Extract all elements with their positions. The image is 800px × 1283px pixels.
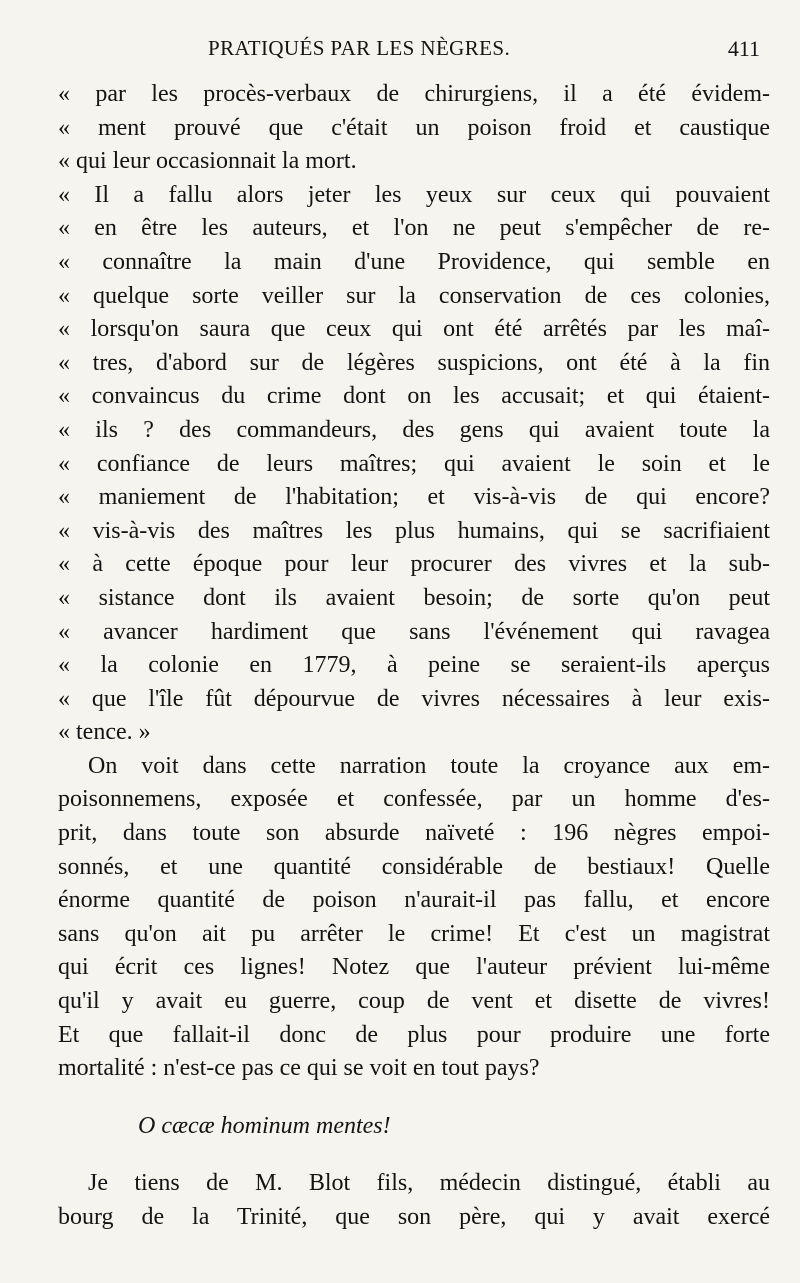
paragraph-gap xyxy=(58,1143,770,1167)
text-line: Je tiens de M. Blot fils, médecin distingué, établi au xyxy=(88,1170,770,1197)
text-line: Et que fallait-il donc de plus pour produire une forte xyxy=(58,1021,770,1048)
text-line: « tres, d'abord sur de légères suspicions, ont été à la fin xyxy=(58,349,770,376)
text-line: « lorsqu'on saura que ceux qui ont été arrêtés par les maî- xyxy=(58,316,770,343)
text-line: sonnés, et une quantité considérable de bestiaux! Quelle xyxy=(58,853,770,880)
paragraph-gap xyxy=(58,1086,770,1110)
text-line: On voit dans cette narration toute la croyance aux em- xyxy=(88,752,770,779)
page-header xyxy=(58,36,760,70)
text-line: « ment prouvé que c'était un poison froid et caustique xyxy=(58,114,770,141)
text-line: « confiance de leurs maîtres; qui avaient le soin et le xyxy=(58,450,770,477)
text-line: « que l'île fût dépourvue de vivres nécessaires à leur exis- xyxy=(58,685,770,712)
text-line: « avancer hardiment que sans l'événement qui ravagea xyxy=(58,618,770,645)
text-line: « sistance dont ils avaient besoin; de sorte qu'on peut xyxy=(58,584,770,611)
text-line: « vis-à-vis des maîtres les plus humains, qui se sacrifiaient xyxy=(58,517,770,544)
text-line: « tence. » xyxy=(58,719,151,746)
running-head: PRATIQUÉS PAR LES NÈGRES. xyxy=(208,36,511,60)
text-line: énorme quantité de poison n'aurait-il pas fallu, et encore xyxy=(58,887,770,914)
latin-quotation: O cæcæ hominum mentes! xyxy=(138,1112,391,1139)
text-line: « par les procès-verbaux de chirurgiens, il a été évidem- xyxy=(58,81,770,107)
text-line: prit, dans toute son absurde naïveté : 196 nègres empoi- xyxy=(58,820,770,847)
text-line: « quelque sorte veiller sur la conservation de ces colonies, xyxy=(58,282,770,309)
text-line: mortalité : n'est-ce pas ce qui se voit en tout pays? xyxy=(58,1055,540,1082)
text-line: bourg de la Trinité, que son père, qui y avait exercé xyxy=(58,1204,770,1230)
text-line: qui écrit ces lignes! Notez que l'auteur prévient lui-même xyxy=(58,954,770,981)
text-line: sans qu'on ait pu arrêter le crime! Et c'est un magistrat xyxy=(58,920,770,947)
text-line: « connaître la main d'une Providence, qui semble en xyxy=(58,248,770,275)
text-line: « à cette époque pour leur procurer des vivres et la sub- xyxy=(58,551,770,578)
text-line: qu'il y avait eu guerre, coup de vent et disette de vivres! xyxy=(58,988,770,1015)
page-body xyxy=(58,78,770,1235)
text-line: « en être les auteurs, et l'on ne peut s'empêcher de re- xyxy=(58,215,770,242)
page-number: 411 xyxy=(727,36,760,61)
text-line: « convaincus du crime dont on les accusait; et qui étaient- xyxy=(58,383,770,410)
text-line: « Il a fallu alors jeter les yeux sur ceux qui pouvaient xyxy=(58,181,770,208)
text-line: « maniement de l'habitation; et vis-à-vis de qui encore? xyxy=(58,484,770,511)
text-line: « la colonie en 1779, à peine se seraient-ils aperçus xyxy=(58,652,770,679)
text-line: « ils ? des commandeurs, des gens qui avaient toute la xyxy=(58,416,770,443)
text-line: poisonnemens, exposée et confessée, par un homme d'es- xyxy=(58,786,770,813)
text-line: « qui leur occasionnait la mort. xyxy=(58,148,357,175)
